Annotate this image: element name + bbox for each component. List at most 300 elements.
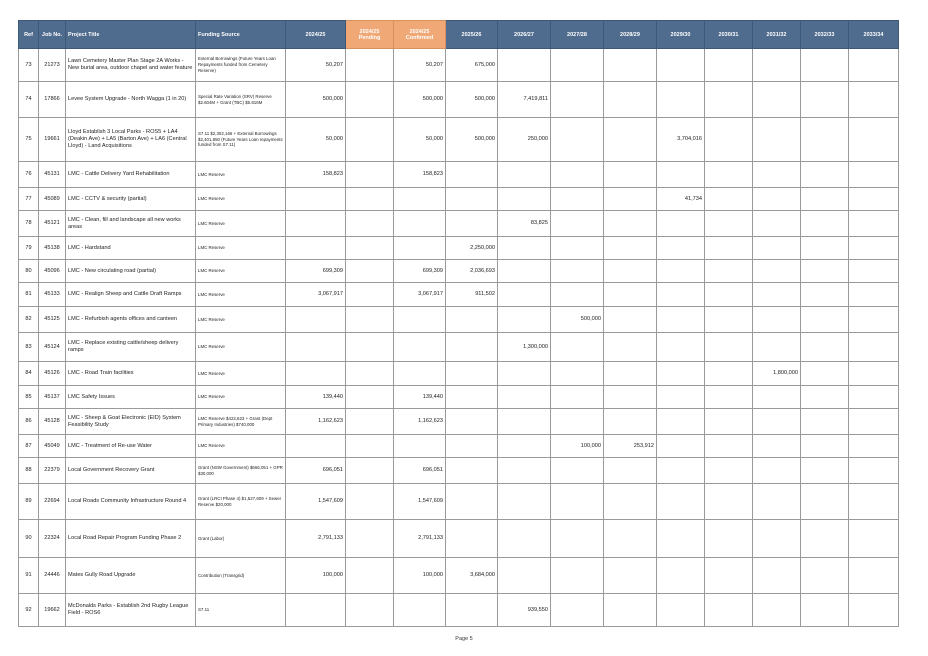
value-2024-25-pending xyxy=(346,484,394,520)
ref-cell: 87 xyxy=(19,435,39,458)
value-2024-25-pending xyxy=(346,333,394,362)
value-2029-30 xyxy=(657,260,705,283)
funding-source-cell: External Borrowings (Future Years Loan Repayments funded from Cemetery Reserve) xyxy=(196,49,286,82)
job-no-cell: 45121 xyxy=(39,211,66,237)
value-2031-32 xyxy=(753,594,801,627)
value-2026-27 xyxy=(498,409,551,435)
value-2024-25 xyxy=(286,188,346,211)
job-no-cell: 45128 xyxy=(39,409,66,435)
job-no-cell: 24446 xyxy=(39,558,66,594)
value-2030-31 xyxy=(705,435,753,458)
value-2033-34 xyxy=(849,162,899,188)
project-title-cell: Lawn Cemetery Master Plan Stage 2A Works - New burial area, outdoor chapel and water feature xyxy=(66,49,196,82)
value-2026-27 xyxy=(498,386,551,409)
value-2025-26: 3,684,000 xyxy=(446,558,498,594)
value-2032-33 xyxy=(801,409,849,435)
col-header-2029-30: 2029/30 xyxy=(657,21,705,49)
value-2024-25: 2,791,133 xyxy=(286,520,346,558)
value-2028-29 xyxy=(604,49,657,82)
project-title-cell: LMC - Replace existing cattle/sheep delivery ramps xyxy=(66,333,196,362)
value-2028-29 xyxy=(604,386,657,409)
value-2028-29 xyxy=(604,333,657,362)
value-2025-26 xyxy=(446,307,498,333)
value-2025-26 xyxy=(446,435,498,458)
table-row xyxy=(19,558,899,594)
value-2032-33 xyxy=(801,237,849,260)
ref-cell: 79 xyxy=(19,237,39,260)
value-2033-34 xyxy=(849,49,899,82)
ref-cell: 85 xyxy=(19,386,39,409)
value-2025-26 xyxy=(446,409,498,435)
value-2027-28: 100,000 xyxy=(551,435,604,458)
table-row xyxy=(19,484,899,520)
value-2026-27: 250,000 xyxy=(498,118,551,162)
table-row xyxy=(19,435,899,458)
value-2031-32 xyxy=(753,458,801,484)
project-title-cell: Local Roads Community Infrastructure Round 4 xyxy=(66,484,196,520)
value-2024-25 xyxy=(286,307,346,333)
value-2027-28 xyxy=(551,333,604,362)
table-body xyxy=(19,49,899,627)
project-title-cell: Levee System Upgrade - North Wagga (1 in 20) xyxy=(66,82,196,118)
ref-cell: 73 xyxy=(19,49,39,82)
value-2024-25: 100,000 xyxy=(286,558,346,594)
value-2032-33 xyxy=(801,333,849,362)
value-2024-25-pending xyxy=(346,435,394,458)
value-2027-28 xyxy=(551,458,604,484)
value-2029-30 xyxy=(657,458,705,484)
value-2024-25-pending xyxy=(346,211,394,237)
value-2033-34 xyxy=(849,283,899,307)
value-2026-27 xyxy=(498,260,551,283)
value-2027-28 xyxy=(551,409,604,435)
value-2026-27: 939,550 xyxy=(498,594,551,627)
value-2024-25: 500,000 xyxy=(286,82,346,118)
value-2024-25-confirmed: 1,547,609 xyxy=(394,484,446,520)
value-2024-25-pending xyxy=(346,307,394,333)
ref-cell: 86 xyxy=(19,409,39,435)
col-header-2026-27: 2026/27 xyxy=(498,21,551,49)
col-header-2025-26: 2025/26 xyxy=(446,21,498,49)
value-2024-25-confirmed xyxy=(394,333,446,362)
value-2029-30 xyxy=(657,409,705,435)
value-2033-34 xyxy=(849,211,899,237)
value-2024-25 xyxy=(286,333,346,362)
value-2024-25: 158,823 xyxy=(286,162,346,188)
value-2029-30 xyxy=(657,558,705,594)
value-2024-25-confirmed: 158,823 xyxy=(394,162,446,188)
table-row xyxy=(19,333,899,362)
funding-source-cell: LMC Reserve xyxy=(196,237,286,260)
funding-source-cell: LMC Reserve $422,623 + Grant (Dept Primary Industries) $740,000 xyxy=(196,409,286,435)
table-row xyxy=(19,307,899,333)
page-number: Page 5 xyxy=(455,636,473,642)
col-header-2028-29: 2028/29 xyxy=(604,21,657,49)
value-2029-30 xyxy=(657,211,705,237)
value-2024-25-confirmed: 139,440 xyxy=(394,386,446,409)
value-2025-26: 500,000 xyxy=(446,118,498,162)
job-no-cell: 22694 xyxy=(39,484,66,520)
value-2025-26 xyxy=(446,594,498,627)
value-2033-34 xyxy=(849,118,899,162)
value-2025-26: 2,036,693 xyxy=(446,260,498,283)
header-row xyxy=(19,21,899,49)
value-2029-30 xyxy=(657,435,705,458)
funding-source-cell: LMC Reserve xyxy=(196,435,286,458)
value-2024-25-pending xyxy=(346,283,394,307)
funding-source-cell: Grant (Labor) xyxy=(196,520,286,558)
value-2024-25: 1,547,609 xyxy=(286,484,346,520)
value-2024-25-pending xyxy=(346,594,394,627)
value-2027-28 xyxy=(551,82,604,118)
value-2029-30 xyxy=(657,283,705,307)
value-2033-34 xyxy=(849,237,899,260)
job-no-cell: 45138 xyxy=(39,237,66,260)
job-no-cell: 19661 xyxy=(39,118,66,162)
funding-source-cell: LMC Reserve xyxy=(196,333,286,362)
value-2029-30 xyxy=(657,362,705,386)
value-2028-29 xyxy=(604,409,657,435)
ref-cell: 92 xyxy=(19,594,39,627)
value-2024-25: 3,067,917 xyxy=(286,283,346,307)
value-2029-30 xyxy=(657,333,705,362)
value-2031-32 xyxy=(753,211,801,237)
project-title-cell: LMC - New circulating road (partial) xyxy=(66,260,196,283)
ref-cell: 91 xyxy=(19,558,39,594)
project-title-cell: LMC - CCTV & security (partial) xyxy=(66,188,196,211)
value-2029-30 xyxy=(657,484,705,520)
value-2027-28 xyxy=(551,211,604,237)
value-2029-30: 41,734 xyxy=(657,188,705,211)
job-no-cell: 22324 xyxy=(39,520,66,558)
value-2027-28 xyxy=(551,484,604,520)
value-2031-32 xyxy=(753,435,801,458)
value-2026-27: 1,300,000 xyxy=(498,333,551,362)
job-no-cell: 19662 xyxy=(39,594,66,627)
value-2030-31 xyxy=(705,458,753,484)
table-row xyxy=(19,594,899,627)
value-2033-34 xyxy=(849,558,899,594)
value-2028-29: 253,912 xyxy=(604,435,657,458)
project-title-cell: LMC - Road Train facilities xyxy=(66,362,196,386)
value-2030-31 xyxy=(705,409,753,435)
value-2027-28 xyxy=(551,118,604,162)
value-2030-31 xyxy=(705,484,753,520)
value-2031-32 xyxy=(753,188,801,211)
col-header-2024-25-confirmed: 2024/25 Confirmed xyxy=(394,21,446,49)
ref-cell: 84 xyxy=(19,362,39,386)
value-2030-31 xyxy=(705,520,753,558)
value-2028-29 xyxy=(604,307,657,333)
value-2028-29 xyxy=(604,260,657,283)
funding-source-cell: LMC Reserve xyxy=(196,162,286,188)
value-2025-26 xyxy=(446,211,498,237)
value-2024-25-pending xyxy=(346,260,394,283)
ref-cell: 90 xyxy=(19,520,39,558)
value-2026-27 xyxy=(498,484,551,520)
table-row xyxy=(19,188,899,211)
value-2024-25-pending xyxy=(346,558,394,594)
value-2027-28: 500,000 xyxy=(551,307,604,333)
funding-source-cell: Contribution (Transgrid) xyxy=(196,558,286,594)
value-2024-25-confirmed: 699,309 xyxy=(394,260,446,283)
value-2024-25-confirmed xyxy=(394,594,446,627)
value-2024-25: 50,000 xyxy=(286,118,346,162)
value-2028-29 xyxy=(604,162,657,188)
value-2024-25-confirmed xyxy=(394,237,446,260)
value-2030-31 xyxy=(705,333,753,362)
value-2031-32 xyxy=(753,558,801,594)
value-2033-34 xyxy=(849,307,899,333)
funding-source-cell: LMC Reserve xyxy=(196,386,286,409)
funding-source-cell: S7.11 xyxy=(196,594,286,627)
value-2029-30 xyxy=(657,82,705,118)
table-row xyxy=(19,211,899,237)
value-2033-34 xyxy=(849,188,899,211)
value-2033-34 xyxy=(849,386,899,409)
project-title-cell: Local Road Repair Program Funding Phase 2 xyxy=(66,520,196,558)
value-2026-27 xyxy=(498,162,551,188)
value-2027-28 xyxy=(551,520,604,558)
value-2032-33 xyxy=(801,386,849,409)
funding-source-cell: Grant (NSW Government) $666,051 + GPR $30,000 xyxy=(196,458,286,484)
value-2024-25-pending xyxy=(346,409,394,435)
value-2032-33 xyxy=(801,435,849,458)
project-title-cell: LMC - Cattle Delivery Yard Rehabilitation xyxy=(66,162,196,188)
value-2028-29 xyxy=(604,520,657,558)
value-2024-25-confirmed: 2,791,133 xyxy=(394,520,446,558)
project-title-cell: LMC - Sheep & Goat Electronic (EID) System Feasibility Study xyxy=(66,409,196,435)
value-2028-29 xyxy=(604,458,657,484)
value-2030-31 xyxy=(705,211,753,237)
project-title-cell: McDonalds Parks - Establish 2nd Rugby League Field - ROS6 xyxy=(66,594,196,627)
table-row xyxy=(19,118,899,162)
project-title-cell: Mates Gully Road Upgrade xyxy=(66,558,196,594)
value-2026-27 xyxy=(498,435,551,458)
value-2024-25-confirmed: 50,207 xyxy=(394,49,446,82)
value-2024-25-pending xyxy=(346,458,394,484)
value-2025-26: 911,502 xyxy=(446,283,498,307)
value-2024-25-confirmed: 3,067,917 xyxy=(394,283,446,307)
value-2024-25-pending xyxy=(346,188,394,211)
value-2030-31 xyxy=(705,307,753,333)
value-2024-25-confirmed: 50,000 xyxy=(394,118,446,162)
value-2028-29 xyxy=(604,283,657,307)
value-2024-25 xyxy=(286,237,346,260)
value-2032-33 xyxy=(801,162,849,188)
value-2033-34 xyxy=(849,362,899,386)
value-2029-30: 3,704,016 xyxy=(657,118,705,162)
value-2030-31 xyxy=(705,260,753,283)
funding-source-cell: Special Rate Variation (SRV) Reserve $2.604M + Grant (TBC) $5.816M xyxy=(196,82,286,118)
value-2024-25 xyxy=(286,362,346,386)
value-2026-27 xyxy=(498,558,551,594)
value-2030-31 xyxy=(705,49,753,82)
value-2027-28 xyxy=(551,188,604,211)
value-2031-32 xyxy=(753,118,801,162)
project-title-cell: LMC - Hardstand xyxy=(66,237,196,260)
value-2028-29 xyxy=(604,188,657,211)
value-2026-27 xyxy=(498,283,551,307)
value-2025-26 xyxy=(446,458,498,484)
table-row xyxy=(19,283,899,307)
value-2032-33 xyxy=(801,594,849,627)
value-2027-28 xyxy=(551,260,604,283)
funding-source-cell: LMC Reserve xyxy=(196,283,286,307)
value-2032-33 xyxy=(801,362,849,386)
value-2031-32 xyxy=(753,307,801,333)
value-2025-26 xyxy=(446,484,498,520)
value-2029-30 xyxy=(657,237,705,260)
value-2024-25-confirmed xyxy=(394,188,446,211)
job-no-cell: 45137 xyxy=(39,386,66,409)
value-2032-33 xyxy=(801,82,849,118)
table-row xyxy=(19,409,899,435)
value-2033-34 xyxy=(849,458,899,484)
value-2030-31 xyxy=(705,188,753,211)
value-2027-28 xyxy=(551,558,604,594)
capital-works-table xyxy=(18,20,899,627)
table-row xyxy=(19,260,899,283)
value-2028-29 xyxy=(604,362,657,386)
ref-cell: 83 xyxy=(19,333,39,362)
project-title-cell: LMC Safety Issues xyxy=(66,386,196,409)
ref-cell: 77 xyxy=(19,188,39,211)
value-2028-29 xyxy=(604,211,657,237)
project-title-cell: LMC - Treatment of Re-use Water xyxy=(66,435,196,458)
value-2024-25-confirmed xyxy=(394,211,446,237)
value-2033-34 xyxy=(849,333,899,362)
value-2024-25 xyxy=(286,211,346,237)
value-2024-25: 1,162,623 xyxy=(286,409,346,435)
value-2032-33 xyxy=(801,484,849,520)
value-2032-33 xyxy=(801,283,849,307)
value-2024-25-confirmed xyxy=(394,362,446,386)
value-2024-25-pending xyxy=(346,118,394,162)
project-title-cell: LMC - Clean, fill and landscape all new works areas xyxy=(66,211,196,237)
funding-source-cell: S7.11 $2,302,166 + External Borrowings $2,401,850 (Future Years Loan repayments funded from S7.11) xyxy=(196,118,286,162)
job-no-cell: 45089 xyxy=(39,188,66,211)
value-2024-25: 50,207 xyxy=(286,49,346,82)
value-2032-33 xyxy=(801,260,849,283)
table-row xyxy=(19,386,899,409)
value-2032-33 xyxy=(801,458,849,484)
ref-cell: 82 xyxy=(19,307,39,333)
value-2029-30 xyxy=(657,520,705,558)
ref-cell: 74 xyxy=(19,82,39,118)
job-no-cell: 45131 xyxy=(39,162,66,188)
value-2030-31 xyxy=(705,362,753,386)
value-2031-32 xyxy=(753,82,801,118)
col-header-job-no: Job No. xyxy=(39,21,66,49)
value-2031-32 xyxy=(753,333,801,362)
col-header-project-title: Project Title xyxy=(66,21,196,49)
funding-source-cell: LMC Reserve xyxy=(196,307,286,333)
value-2026-27 xyxy=(498,307,551,333)
value-2025-26 xyxy=(446,188,498,211)
project-title-cell: LMC - Realign Sheep and Cattle Draft Ramps xyxy=(66,283,196,307)
value-2025-26: 675,000 xyxy=(446,49,498,82)
value-2032-33 xyxy=(801,49,849,82)
project-title-cell: LMC - Refurbish agents offices and canteen xyxy=(66,307,196,333)
value-2024-25-pending xyxy=(346,162,394,188)
value-2024-25-pending xyxy=(346,82,394,118)
value-2026-27 xyxy=(498,49,551,82)
funding-source-cell: LMC Reserve xyxy=(196,362,286,386)
table-row xyxy=(19,458,899,484)
value-2028-29 xyxy=(604,118,657,162)
value-2031-32 xyxy=(753,162,801,188)
job-no-cell: 21273 xyxy=(39,49,66,82)
value-2024-25: 696,051 xyxy=(286,458,346,484)
ref-cell: 75 xyxy=(19,118,39,162)
value-2033-34 xyxy=(849,260,899,283)
col-header-2024-25-pending: 2024/25 Pending xyxy=(346,21,394,49)
value-2024-25-pending xyxy=(346,49,394,82)
value-2024-25-pending xyxy=(346,386,394,409)
value-2030-31 xyxy=(705,82,753,118)
col-header-2032-33: 2032/33 xyxy=(801,21,849,49)
value-2026-27 xyxy=(498,188,551,211)
table-row xyxy=(19,162,899,188)
value-2033-34 xyxy=(849,484,899,520)
value-2024-25: 139,440 xyxy=(286,386,346,409)
value-2031-32 xyxy=(753,386,801,409)
value-2029-30 xyxy=(657,386,705,409)
value-2025-26: 500,000 xyxy=(446,82,498,118)
value-2024-25-confirmed xyxy=(394,307,446,333)
value-2031-32 xyxy=(753,237,801,260)
ref-cell: 76 xyxy=(19,162,39,188)
value-2026-27 xyxy=(498,237,551,260)
value-2028-29 xyxy=(604,594,657,627)
value-2026-27: 7,419,811 xyxy=(498,82,551,118)
value-2028-29 xyxy=(604,237,657,260)
job-no-cell: 45049 xyxy=(39,435,66,458)
job-no-cell: 45133 xyxy=(39,283,66,307)
value-2025-26 xyxy=(446,386,498,409)
value-2024-25-confirmed xyxy=(394,435,446,458)
value-2032-33 xyxy=(801,188,849,211)
job-no-cell: 45125 xyxy=(39,307,66,333)
value-2030-31 xyxy=(705,283,753,307)
table-row xyxy=(19,237,899,260)
col-header-funding-source: Funding Source xyxy=(196,21,286,49)
ref-cell: 81 xyxy=(19,283,39,307)
funding-source-cell: LMC Reserve xyxy=(196,260,286,283)
value-2027-28 xyxy=(551,49,604,82)
ref-cell: 88 xyxy=(19,458,39,484)
value-2024-25-confirmed: 696,051 xyxy=(394,458,446,484)
value-2031-32 xyxy=(753,283,801,307)
value-2030-31 xyxy=(705,237,753,260)
ref-cell: 78 xyxy=(19,211,39,237)
value-2024-25: 699,309 xyxy=(286,260,346,283)
value-2024-25-confirmed: 1,162,623 xyxy=(394,409,446,435)
project-title-cell: Local Government Recovery Grant xyxy=(66,458,196,484)
col-header-2033-34: 2033/34 xyxy=(849,21,899,49)
value-2027-28 xyxy=(551,362,604,386)
value-2025-26: 2,250,000 xyxy=(446,237,498,260)
value-2031-32: 1,800,000 xyxy=(753,362,801,386)
value-2031-32 xyxy=(753,484,801,520)
value-2024-25-pending xyxy=(346,362,394,386)
value-2026-27 xyxy=(498,520,551,558)
value-2032-33 xyxy=(801,211,849,237)
job-no-cell: 17866 xyxy=(39,82,66,118)
value-2032-33 xyxy=(801,558,849,594)
value-2027-28 xyxy=(551,283,604,307)
